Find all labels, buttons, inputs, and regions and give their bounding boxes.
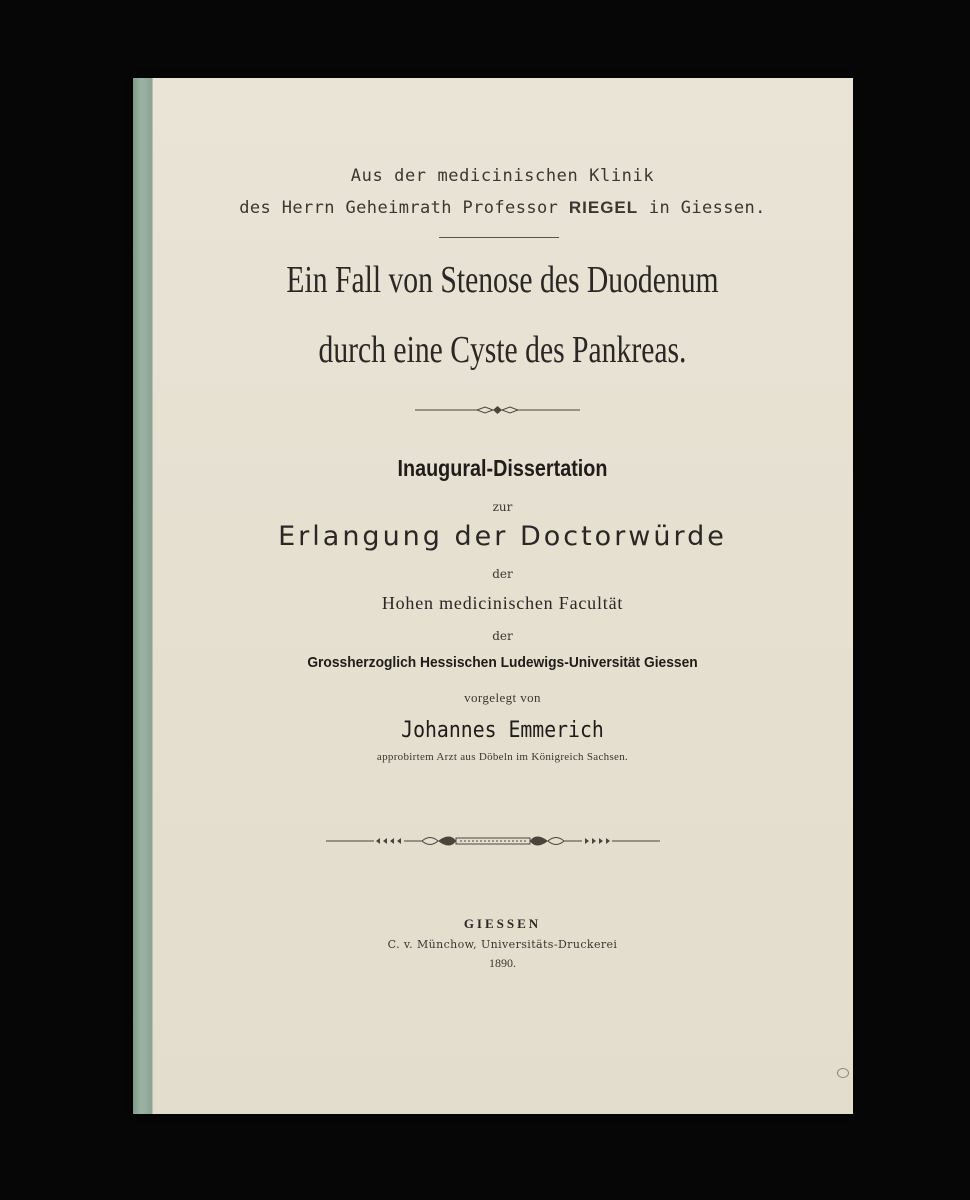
- professor-name: RIEGEL: [568, 198, 639, 217]
- institution-prefix: des Herrn Geheimrath Professor: [239, 198, 559, 218]
- institution-line-1: Aus der medicinischen Klinik: [350, 166, 655, 186]
- title-line-2: durch eine Cyste des Pankreas.: [318, 329, 687, 371]
- imprint-city: GIESSEN: [463, 916, 542, 931]
- word-der-2: der: [492, 629, 513, 643]
- university-line: Grossherzoglich Hessischen Ludewigs-Universität Giessen: [307, 654, 698, 671]
- green-spine: [133, 78, 153, 1114]
- purpose-line: Erlangung der Doctorwürde: [278, 521, 727, 552]
- author-name: Johannes Emmerich: [401, 718, 604, 743]
- dissertation-heading: Inaugural-Dissertation: [397, 455, 608, 481]
- institution-line-2: [152, 198, 853, 218]
- ornamental-divider-small: [415, 403, 580, 417]
- faculty-line: Hohen medicinischen Facultät: [381, 593, 624, 613]
- title-line-1: Ein Fall von Stenose des Duodenum: [286, 259, 719, 301]
- submitted-by: vorgelegt von: [464, 690, 541, 705]
- ornamental-divider-large: [326, 832, 660, 850]
- imprint-year: 1890.: [489, 956, 516, 970]
- paper-corner-mark: [837, 1068, 849, 1078]
- institution-suffix: in Giessen.: [648, 198, 766, 218]
- dissertation-booklet: [133, 78, 853, 1114]
- imprint-printer: C. v. Münchow, Universitäts-Druckerei: [387, 938, 618, 951]
- title-page: [152, 78, 853, 1114]
- word-der-1: der: [492, 567, 513, 581]
- author-affiliation: approbirtem Arzt aus Döbeln im Königreich Sachsen.: [376, 751, 629, 763]
- short-rule: [439, 237, 559, 238]
- word-zur: zur: [492, 500, 513, 514]
